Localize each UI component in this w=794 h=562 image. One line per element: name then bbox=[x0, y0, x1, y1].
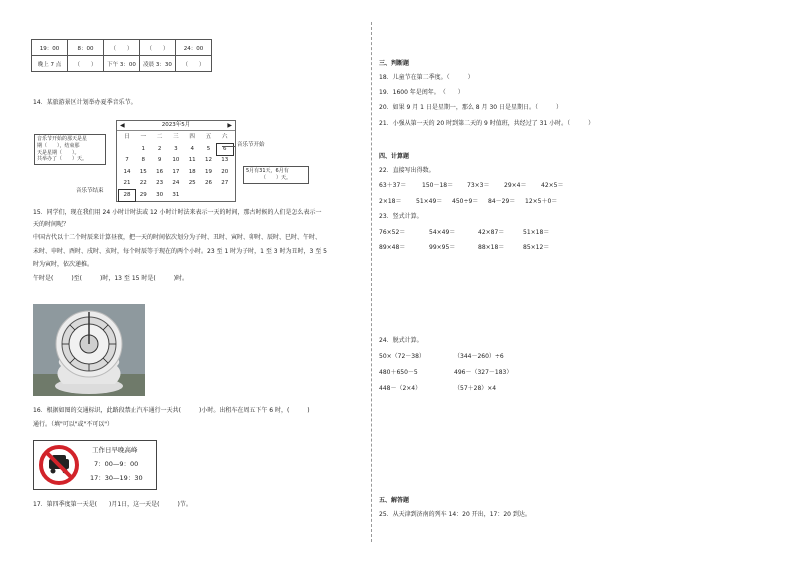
calendar-day: 11 bbox=[188, 157, 196, 163]
question-25: 25．从天津到济南的列车 14：20 开出，17：20 到达。 bbox=[379, 511, 531, 518]
no-car-icon bbox=[38, 444, 80, 486]
music-festival-end-label: 音乐节结束 bbox=[76, 188, 104, 194]
q15-line: 时为寅时，依次递推。 bbox=[33, 261, 94, 268]
table-cell: 8：00 bbox=[68, 40, 104, 56]
calendar-day-marked: 6 bbox=[217, 144, 233, 155]
oral-calc-item: 63＋37＝ bbox=[379, 182, 407, 189]
question-24: 24．脱式计算。 bbox=[379, 337, 423, 344]
column-divider bbox=[371, 22, 372, 542]
vertical-calc-item: 85×12＝ bbox=[523, 244, 550, 251]
time-table bbox=[31, 39, 212, 72]
calendar-weekday: 四 bbox=[189, 134, 195, 140]
calendar-day: 30 bbox=[156, 191, 164, 198]
calendar-prev-icon: ◀ bbox=[120, 122, 125, 129]
question-22: 22．直接写出得数。 bbox=[379, 167, 435, 174]
calendar-day: 5 bbox=[206, 145, 211, 152]
table-cell: 24：00 bbox=[176, 40, 212, 56]
calendar-day: 19 bbox=[205, 168, 212, 175]
calendar-day: 14 bbox=[123, 168, 131, 175]
oral-calc-item: 51×49＝ bbox=[416, 198, 443, 205]
calendar-next-icon: ▶ bbox=[227, 122, 232, 129]
section-solve-heading: 五、解答题 bbox=[379, 497, 410, 504]
section-judge-heading: 三、判断题 bbox=[379, 60, 410, 67]
calendar-weekday: 三 bbox=[173, 134, 179, 140]
bubble-line: 音乐节开始的那天是星 bbox=[37, 136, 88, 142]
table-cell: （ ） bbox=[176, 56, 212, 72]
sign-time-evening: 17：30—19：30 bbox=[90, 474, 143, 482]
q15-line: 午时是( )至( )时，13 至 15 时是( )时。 bbox=[33, 274, 189, 282]
calendar-day: 12 bbox=[205, 157, 212, 163]
month-days-bubble bbox=[243, 166, 309, 184]
calendar-day: 20 bbox=[221, 168, 229, 175]
calendar-day: 26 bbox=[205, 180, 212, 186]
q15-line: 中国古代以十二个时辰来计算昼夜，把一天的时间依次划分为子时、丑时、寅时、卯时、辰时、巳时、午时、 bbox=[33, 234, 322, 241]
step-calc-item: 50×（72－38） bbox=[379, 353, 425, 360]
section-calc-heading: 四、计算题 bbox=[379, 153, 410, 160]
vertical-calc-item: 51×18＝ bbox=[523, 229, 550, 236]
table-cell: 凌晨 3：30 bbox=[140, 56, 176, 72]
step-calc-item: 448－（2×4） bbox=[379, 385, 422, 392]
sundial-photo bbox=[33, 304, 145, 396]
vertical-calc-item: 54×49＝ bbox=[429, 229, 456, 236]
vertical-calc-item: 42×87＝ bbox=[478, 229, 505, 236]
bubble-line: 5月有31天，6月有 bbox=[246, 168, 289, 174]
sign-title: 工作日早晚高峰 bbox=[92, 446, 138, 454]
calendar-weekday: 五 bbox=[205, 134, 212, 140]
oral-calc-item: 450÷9＝ bbox=[452, 198, 479, 205]
calendar-day: 18 bbox=[188, 168, 196, 175]
calendar-day: 4 bbox=[190, 145, 194, 152]
sign-time-morning: 7：00—9：00 bbox=[94, 460, 139, 468]
oral-calc-item: 12×5＋0＝ bbox=[525, 198, 558, 205]
q15-line: 天的时间呢？ bbox=[33, 220, 70, 228]
calendar-weekday: 二 bbox=[156, 134, 163, 140]
q16-line: 通行。（填"可以"或"不可以"） bbox=[33, 420, 114, 428]
oral-calc-item: 150－18＝ bbox=[422, 182, 454, 189]
question-14: 14．某旅游景区计划举办夏季音乐节。 bbox=[33, 99, 137, 106]
calendar-weekday: 日 bbox=[124, 134, 130, 140]
music-festival-start-label: 音乐节开始 bbox=[237, 142, 265, 148]
question-21: 21．小强从第一天的 20 时到第二天的 9 时值班，共经过了 31 小时。（ ） bbox=[379, 120, 595, 127]
calendar-day: 7 bbox=[125, 157, 129, 163]
step-calc-item: 496－（327－183） bbox=[454, 369, 513, 376]
question-17: 17．第四季度第一天是( )月1日，这一天是( )节。 bbox=[33, 501, 192, 508]
step-calc-item: 480＋650－5 bbox=[379, 369, 418, 376]
calendar-day: 8 bbox=[141, 157, 146, 163]
question-18: 18．儿童节在第二季度。（ ） bbox=[379, 74, 474, 81]
calendar-title: 2023年5月 bbox=[117, 121, 235, 131]
calendar-day: 15 bbox=[139, 168, 147, 175]
vertical-calc-item: 89×48＝ bbox=[379, 244, 406, 251]
table-cell: （ ） bbox=[68, 56, 104, 72]
calendar-day: 16 bbox=[156, 168, 164, 175]
q16-line: 16．根据如图的交通标识，此路段禁止汽车通行一天共( )小时。出租车在周五下午 6 时，( ) bbox=[33, 407, 310, 414]
q15-line: 15．同学们，现在我们用 24 小时计时法或 12 小时计时法来表示一天的时间，那古时候的人们是怎么表示一 bbox=[33, 209, 322, 216]
traffic-sign bbox=[33, 440, 157, 490]
oral-calc-item: 2×18＝ bbox=[379, 198, 402, 205]
q15-line: 未时、申时、酉时、戌时、亥时，每个时辰等于现在的两个小时。23 至 1 时为子时，1 至 3 时为丑时，3 至 5 bbox=[33, 247, 327, 255]
calendar-day: 3 bbox=[174, 145, 178, 152]
calendar-day: 23 bbox=[156, 180, 164, 186]
calendar-day: 2 bbox=[157, 145, 162, 152]
oral-calc-item: 42×5＝ bbox=[541, 182, 564, 189]
bubble-line: 共举办了（ ）天。 bbox=[37, 156, 88, 163]
calendar-day: 22 bbox=[139, 180, 147, 186]
question-23: 23．竖式计算。 bbox=[379, 213, 423, 220]
table-cell: （ ） bbox=[104, 40, 140, 56]
step-calc-item: （57＋28）×4 bbox=[454, 385, 497, 392]
bubble-line: 期（ ），结束那 bbox=[37, 142, 80, 149]
oral-calc-item: 73×3＝ bbox=[467, 182, 490, 189]
table-cell: （ ） bbox=[140, 40, 176, 56]
question-16 bbox=[33, 407, 363, 428]
oral-calc-item: 84－29＝ bbox=[488, 198, 516, 205]
bubble-line: （ ）天。 bbox=[260, 174, 291, 181]
vertical-calc-item: 99×95＝ bbox=[429, 244, 456, 251]
calendar-day: 21 bbox=[123, 180, 131, 186]
table-cell: 晚上 7 点 bbox=[32, 56, 68, 72]
calendar-day-marked: 28 bbox=[119, 190, 135, 201]
calendar-day: 31 bbox=[172, 191, 180, 198]
start-pointer-line bbox=[222, 146, 235, 147]
calendar-day: 13 bbox=[221, 157, 229, 163]
question-20: 20．如果 9 月 1 日是星期一，那么 8 月 30 日是星期日。（ ） bbox=[379, 104, 562, 111]
calendar-day: 29 bbox=[139, 191, 147, 198]
table-cell: 19：00 bbox=[32, 40, 68, 56]
bubble-line: 天是星期（ ）。 bbox=[37, 149, 80, 156]
question-15 bbox=[33, 209, 363, 282]
calendar bbox=[116, 120, 236, 202]
table-cell: 下午 3：00 bbox=[104, 56, 140, 72]
calendar-day: 25 bbox=[188, 180, 196, 186]
oral-calc-item: 29×4＝ bbox=[504, 182, 527, 189]
step-calc-item: （344－260）÷6 bbox=[454, 353, 504, 360]
vertical-calc-item: 76×52＝ bbox=[379, 229, 406, 236]
vertical-calc-item: 88×18＝ bbox=[478, 244, 505, 251]
calendar-day: 10 bbox=[172, 157, 180, 163]
calendar-day: 1 bbox=[141, 145, 146, 152]
calendar-question-bubble bbox=[34, 134, 106, 165]
calendar-day: 24 bbox=[172, 180, 180, 186]
calendar-weekday: 一 bbox=[140, 134, 147, 140]
calendar-day: 9 bbox=[157, 157, 162, 163]
question-19: 19．1600 年是闰年。 （ ） bbox=[379, 89, 464, 96]
calendar-day: 27 bbox=[221, 180, 229, 186]
calendar-weekday: 六 bbox=[222, 134, 228, 140]
calendar-day: 17 bbox=[172, 168, 180, 175]
